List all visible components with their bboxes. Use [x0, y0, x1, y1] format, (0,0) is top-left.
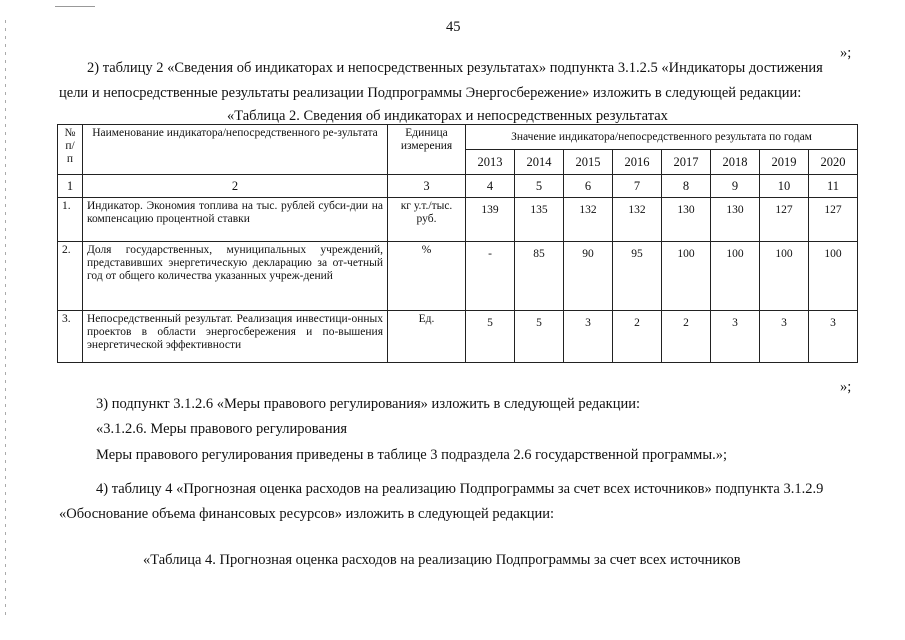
- row-value: 100: [809, 242, 858, 311]
- column-index: 2: [83, 175, 388, 198]
- column-index: 8: [662, 175, 711, 198]
- row-value: 127: [760, 198, 809, 242]
- row-indicator-name: Доля государственных, муниципальных учреждений, представивших энергетическую декларацию за от-четный год от общего количества указанных учреж-дений: [83, 242, 388, 311]
- column-index: 6: [564, 175, 613, 198]
- column-index: 7: [613, 175, 662, 198]
- scan-left-edge: [5, 20, 6, 620]
- closing-quote: »;: [840, 379, 852, 395]
- row-value: 135: [515, 198, 564, 242]
- column-index: 9: [711, 175, 760, 198]
- row-value: 100: [711, 242, 760, 311]
- row-value: 132: [564, 198, 613, 242]
- row-value: 5: [466, 311, 515, 363]
- column-index: 10: [760, 175, 809, 198]
- row-value: 130: [711, 198, 760, 242]
- paragraph-legal-regulation: Меры правового регулирования приведены в таблице 3 подраздела 2.6 государственной программы.»;: [96, 447, 727, 463]
- year-cell: 2013: [466, 150, 515, 175]
- row-value: 100: [662, 242, 711, 311]
- row-value: 90: [564, 242, 613, 311]
- year-cell: 2016: [613, 150, 662, 175]
- row-indicator-name: Индикатор. Экономия топлива на тыс. рублей субси-дии на компенсацию процентной ставки: [83, 198, 388, 242]
- row-value: 3: [711, 311, 760, 363]
- row-value: 100: [760, 242, 809, 311]
- row-value: 2: [662, 311, 711, 363]
- paragraph-2-line-1: 2) таблицу 2 «Сведения об индикаторах и непосредственных результатах» подпункта 3.1.2.5 «Индикаторы достижения: [87, 60, 823, 76]
- header-unit: Единица измерения: [388, 125, 466, 175]
- row-value: 5: [515, 311, 564, 363]
- column-index: 4: [466, 175, 515, 198]
- year-cell: 2018: [711, 150, 760, 175]
- table-row: [58, 198, 858, 242]
- row-indicator-name: Непосредственный результат. Реализация инвестици-онных проектов в области энергосбережения и по-вышения энергетической эффективности: [83, 311, 388, 363]
- column-index: 11: [809, 175, 858, 198]
- header-values-by-year: Значение индикатора/непосредственного результата по годам: [466, 125, 858, 150]
- table-2-caption: «Таблица 2. Сведения об индикаторах и непосредственных результатах: [227, 108, 668, 124]
- column-index: 5: [515, 175, 564, 198]
- year-cell: 2020: [809, 150, 858, 175]
- row-value: 2: [613, 311, 662, 363]
- row-unit: кг у.т./тыс. руб.: [388, 198, 466, 242]
- year-cell: 2017: [662, 150, 711, 175]
- paragraph-subsection-title: «3.1.2.6. Меры правового регулирования: [96, 421, 348, 437]
- row-value: -: [466, 242, 515, 311]
- row-unit: %: [388, 242, 466, 311]
- paragraph-4-line-1: 4) таблицу 4 «Прогнозная оценка расходов на реализацию Подпрограммы за счет всех источников» подпункта 3.1.2.9: [96, 481, 824, 497]
- closing-quote: »;: [840, 45, 852, 61]
- table-4-caption: «Таблица 4. Прогнозная оценка расходов на реализацию Подпрограммы за счет всех источников: [143, 552, 741, 568]
- row-value: 85: [515, 242, 564, 311]
- table-row: [58, 242, 858, 311]
- page-number: 45: [446, 19, 461, 35]
- column-index: 1: [58, 175, 83, 198]
- year-cell: 2019: [760, 150, 809, 175]
- paragraph-3: 3) подпункт 3.1.2.6 «Меры правового регулирования» изложить в следующей редакции:: [96, 396, 641, 412]
- scan-top-rule: [55, 6, 95, 7]
- indicators-table: [57, 124, 858, 363]
- row-number: 3.: [58, 311, 83, 363]
- row-value: 127: [809, 198, 858, 242]
- header-indicator-name: Наименование индикатора/непосредственного ре-зультата: [83, 125, 388, 175]
- row-number: 1.: [58, 198, 83, 242]
- row-number: 2.: [58, 242, 83, 311]
- row-value: 3: [564, 311, 613, 363]
- year-cell: 2015: [564, 150, 613, 175]
- paragraph-2-line-2: цели и непосредственные результаты реализации Подпрограммы Энергосбережение» изложить в следующей редакции:: [59, 85, 802, 101]
- paragraph-4-line-2: «Обоснование объема финансовых ресурсов» изложить в следующей редакции:: [59, 506, 555, 522]
- row-value: 132: [613, 198, 662, 242]
- column-index: 3: [388, 175, 466, 198]
- year-cell: 2014: [515, 150, 564, 175]
- table-header-row: [58, 125, 858, 150]
- row-unit: Ед.: [388, 311, 466, 363]
- row-value: 130: [662, 198, 711, 242]
- row-value: 95: [613, 242, 662, 311]
- row-value: 139: [466, 198, 515, 242]
- row-value: 3: [760, 311, 809, 363]
- table-row: [58, 311, 858, 363]
- header-number: № п/ п: [58, 125, 83, 175]
- row-value: 3: [809, 311, 858, 363]
- table-column-index-row: [58, 175, 858, 198]
